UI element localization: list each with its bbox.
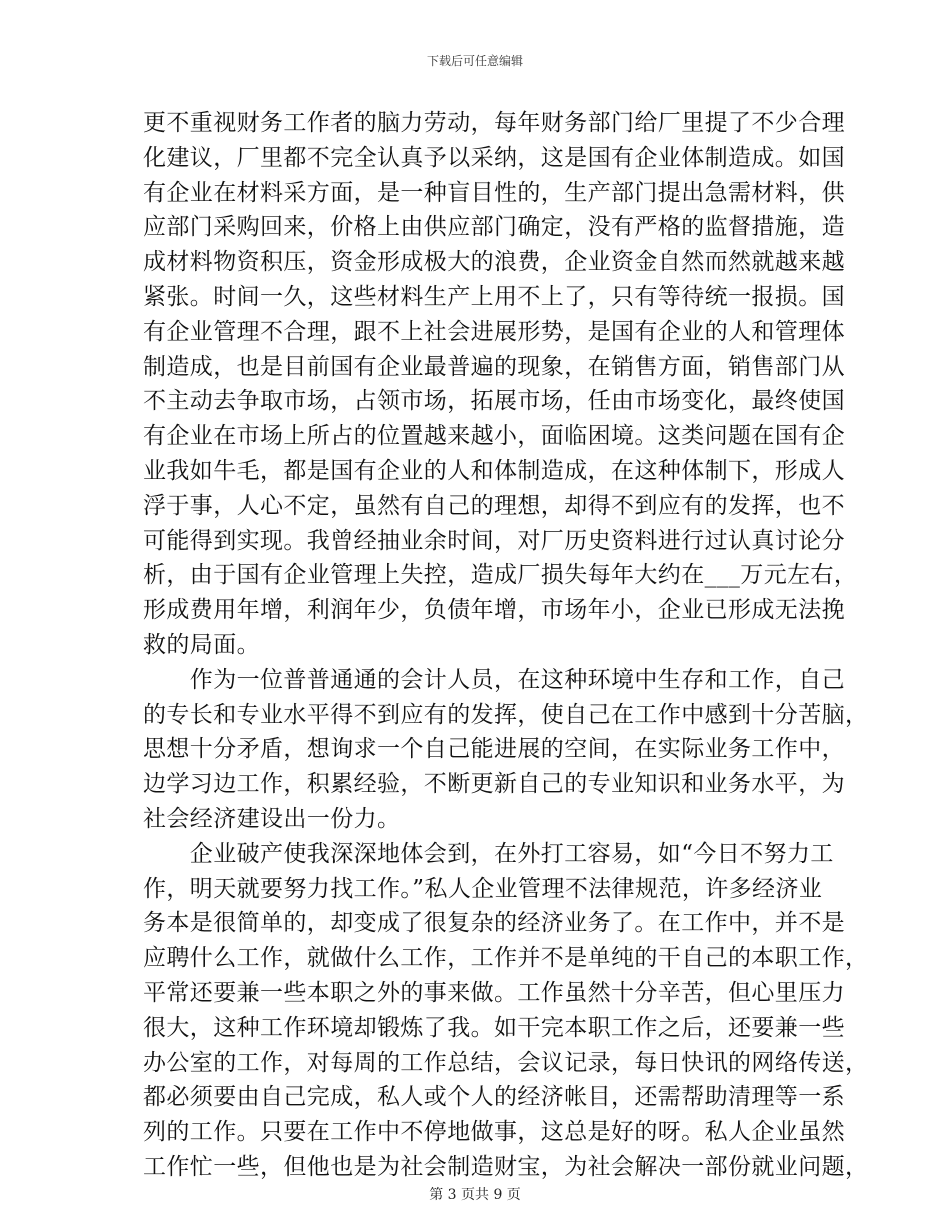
text-line: 社会经济建设出一份力。 [143,805,401,832]
text-line: 不主动去争取市场，占领市场，拓展市场，任由市场变化，最终使国 [143,388,845,415]
text-line: 工作忙一些，但他也是为社会制造财宝，为社会解决一部份就业问题， [143,1153,869,1180]
text-line: 很大，这种工作环境却锻炼了我。如干完本职工作之后，还要兼一些 [143,1014,845,1041]
text-line: 更不重视财务工作者的脑力劳动，每年财务部门给厂里提了不少合理 [143,110,845,136]
text-line: 有企业在材料采方面，是一种盲目性的，生产部门提出急需材料，供 [143,179,845,206]
text-line: 应聘什么工作，就做什么工作，工作并不是单纯的干自己的本职工作， [143,945,869,972]
document-body [143,106,869,1185]
text-line: 析，由于国有企业管理上失控，造成厂损失每年大约在___万元左右， [143,562,858,589]
text-line: 有企业管理不合理，跟不上社会进展形势，是国有企业的人和管理体 [143,318,845,345]
text-line: 化建议，厂里都不完全认真予以采纳，这是国有企业体制造成。如国 [143,144,845,171]
text-line: 企业破产使我深深地体会到，在外打工容易，如“今日不努力工 [143,840,834,867]
text-line: 有企业在市场上所占的位置越来越小，面临困境。这类问题在国有企 [143,423,845,450]
page-header: 下载后可任意编辑 [426,54,523,68]
text-line: 成材料物资积压，资金形成极大的浪费，企业资金自然而然就越来越 [143,249,845,276]
text-line: 应部门采购回来，价格上由供应部门确定，没有严格的监督措施，造 [143,214,845,241]
text-line: 形成费用年增，利润年少，负债年增，市场年小，企业已形成无法挽 [143,597,845,624]
text-line: 思想十分矛盾，想询求一个自己能进展的空间，在实际业务工作中， [143,736,845,763]
text-line: 办公室的工作，对每周的工作总结，会议记录，每日快讯的网络传送， [143,1049,869,1076]
text-line: 制造成，也是目前国有企业最普遍的现象，在销售方面，销售部门从 [143,353,845,380]
text-line: 浮于事，人心不定，虽然有自己的理想，却得不到应有的发挥，也不 [143,492,845,519]
text-line: 平常还要兼一些本职之外的事来做。工作虽然十分辛苦，但心里压力 [143,979,845,1006]
text-line: 业我如牛毛，都是国有企业的人和体制造成，在这种体制下，形成人 [143,457,845,484]
page-footer: 第 3 页共 9 页 [429,1187,521,1203]
text-line: 列的工作。只要在工作中不停地做事，这总是好的呀。私人企业虽然 [143,1119,845,1146]
text-line: 边学习边工作，积累经验，不断更新自己的专业知识和业务水平，为 [143,771,845,798]
text-line: 作，明天就要努力找工作。”私人企业管理不法律规范，许多经济业 [143,875,823,902]
text-line: 务本是很简单的，却变成了很复杂的经济业务了。在工作中，并不是 [143,910,845,937]
text-line: 作为一位普普通通的会计人员，在这种环境中生存和工作，自己 [143,666,845,693]
text-line: 紧张。时间一久，这些材料生产上用不上了，只有等待统一报损。国 [143,283,845,310]
text-line: 可能得到实现。我曾经抽业余时间，对厂历史资料进行过认真讨论分 [143,527,845,554]
text-line: 救的局面。 [143,631,260,658]
text-line: 都必须要由自己完成，私人或个人的经济帐目，还需帮助清理等一系 [143,1084,845,1111]
text-line: 的专长和专业水平得不到应有的发挥，使自己在工作中感到十分苦脑， [143,701,869,728]
